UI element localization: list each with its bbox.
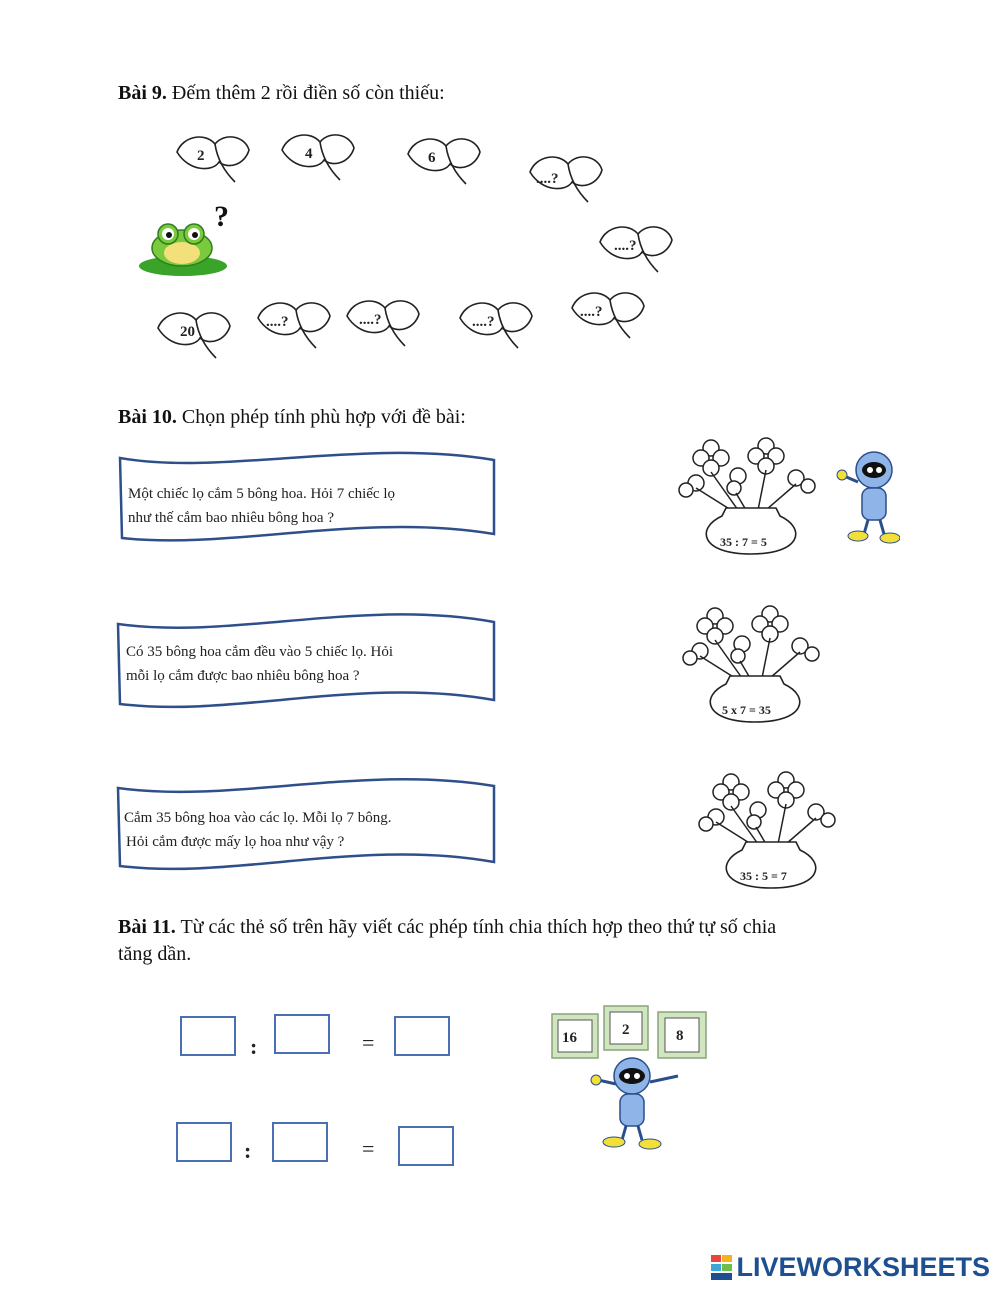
equals-2: = — [362, 1136, 375, 1161]
problem-1-line2: như thế cắm bao nhiêu bông hoa ? — [128, 510, 334, 526]
problem-3-line1: Cắm 35 bông hoa vào các lọ. Mỗi lọ 7 bông. — [124, 810, 392, 826]
logo-blocks-icon — [711, 1255, 733, 1281]
frog-icon — [138, 198, 238, 280]
liveworksheets-logo[interactable] — [711, 1252, 990, 1283]
bai10-instruction: Chọn phép tính phù hợp với đề bài: — [181, 406, 466, 428]
card-2 — [604, 1006, 648, 1050]
leaf-9-number: ....? — [472, 314, 495, 330]
divisor-input-2[interactable] — [272, 1122, 328, 1162]
colon-2: : — [244, 1138, 252, 1163]
bai10-label: Bài 10. — [118, 406, 177, 428]
leaf-4 — [530, 157, 602, 202]
vase-2-equation: 5 x 7 = 35 — [722, 703, 771, 717]
problem-1-line1: Một chiếc lọ cắm 5 bông hoa. Hỏi 7 chiếc lọ — [128, 486, 396, 502]
card-16-number: 16 — [562, 1030, 577, 1046]
dividend-input-1[interactable] — [180, 1016, 236, 1056]
leaf-8-number: ....? — [359, 312, 382, 328]
logo-text: LIVEWORKSHEETS — [736, 1252, 990, 1282]
vase-3 — [696, 762, 846, 892]
leaf-8 — [347, 301, 419, 346]
leaf-10-number: ....? — [580, 304, 603, 320]
vase-1-equation: 35 : 7 = 5 — [720, 535, 767, 549]
card-2-number: 2 — [622, 1022, 630, 1038]
leaf-2 — [282, 135, 354, 180]
problem-banner-3 — [112, 770, 502, 885]
vase-3-equation: 35 : 5 = 7 — [740, 869, 787, 883]
leaf-5-number: ....? — [614, 238, 637, 254]
bai11-label: Bài 11. — [118, 916, 176, 938]
leaf-7-number: ....? — [266, 314, 289, 330]
bai11-heading — [118, 914, 918, 968]
number-cards-robot — [548, 1004, 718, 1154]
leaf-1 — [177, 137, 249, 182]
card-8-number: 8 — [676, 1028, 684, 1044]
bai9-label: Bài 9. — [118, 82, 167, 104]
quotient-input-2[interactable] — [398, 1126, 454, 1166]
problem-2-line1: Có 35 bông hoa cắm đều vào 5 chiếc lọ. Hỏi — [126, 644, 394, 660]
bai10-heading — [118, 404, 466, 431]
problem-2-line2: mỗi lọ cắm được bao nhiêu bông hoa ? — [126, 668, 360, 684]
robot-icon — [832, 450, 900, 545]
leaf-9 — [460, 303, 532, 348]
leaf-7 — [258, 303, 330, 348]
leaf-6-number: 20 — [180, 324, 195, 340]
leaf-6 — [158, 313, 230, 358]
problem-3-line2: Hỏi cắm được mấy lọ hoa như vậy ? — [126, 834, 345, 850]
frog-question-mark: ? — [214, 200, 229, 233]
card-8 — [658, 1012, 706, 1058]
leaf-1-number: 2 — [197, 148, 205, 164]
bai9-instruction: Đếm thêm 2 rồi điền số còn thiếu: — [171, 82, 445, 104]
leaf-2-number: 4 — [305, 146, 313, 162]
problem-banner-2 — [112, 604, 502, 719]
problem-banner-1 — [112, 446, 502, 556]
bai9-heading — [118, 80, 445, 107]
leaf-5 — [600, 227, 672, 272]
divisor-input-1[interactable] — [274, 1014, 330, 1054]
vase-2 — [680, 596, 830, 726]
quotient-input-1[interactable] — [394, 1016, 450, 1056]
leaf-3 — [408, 139, 480, 184]
bai11-instruction-line2: tăng dần. — [118, 943, 192, 965]
leaf-10 — [572, 293, 644, 338]
leaf-4-number: ....? — [536, 171, 559, 187]
bai11-instruction-line1: Từ các thẻ số trên hãy viết các phép tính chia thích hợp theo thứ tự số chia — [180, 916, 777, 938]
colon-1: : — [250, 1034, 258, 1059]
card-16 — [552, 1014, 598, 1058]
equals-1: = — [362, 1030, 375, 1055]
leaf-3-number: 6 — [428, 150, 436, 166]
dividend-input-2[interactable] — [176, 1122, 232, 1162]
vase-1 — [676, 428, 826, 558]
